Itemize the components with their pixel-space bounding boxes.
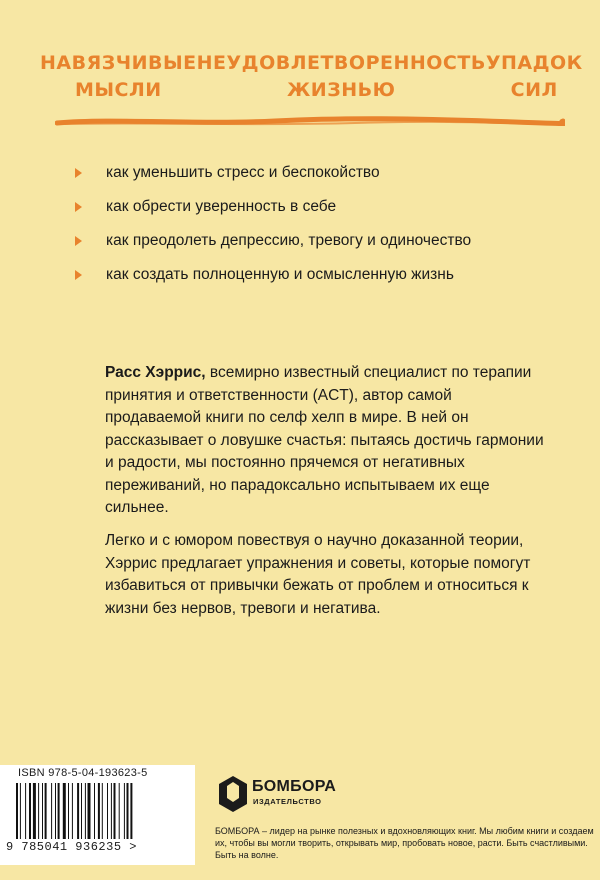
list-item: как создать полноценную и осмысленную жизнь <box>74 258 471 292</box>
barcode-icon <box>14 783 184 841</box>
list-item: как преодолеть депрессию, тревогу и одиночество <box>74 224 471 258</box>
headline-intrusive-thoughts: НАВЯЗЧИВЫЕ МЫСЛИ <box>40 52 197 101</box>
list-item: как обрести уверенность в себе <box>74 190 471 224</box>
author-bio <box>105 362 545 520</box>
publisher-about: БОМБОРА – лидер на рынке полезных и вдохновляющих книг. Мы любим книги и создаем их, чтобы вы могли творить, открывать мир, пробовать новое, расти. Быть счастливыми. Быть на волне. <box>215 826 594 860</box>
benefits-list <box>74 156 471 292</box>
author-name: Расс Хэррис, <box>105 364 206 381</box>
publisher-sub: ИЗДАТЕЛЬСТВО <box>253 797 322 806</box>
publisher-name: БОМБОРА <box>252 778 337 795</box>
triangle-bullet-icon <box>75 168 82 178</box>
description-paragraph: Легко и с юмором повествуя о научно доказанной теории, Хэррис предлагает упражнения и советы, которые помогут избавиться от привычки бежать от проблем и относиться к жизни без нервов, тревоги и негатива. <box>105 532 531 617</box>
triangle-bullet-icon <box>75 270 82 280</box>
bio-text: всемирно известный специалист по терапии принятия и ответственности (ACT), автор самой продаваемой книги по селф хелп в мире. В ней он рассказывает о ловушке счастья: пытаясь достичь гармонии и радости, мы постоянно прячемся от негативных переживаний, но парадоксально испытываем их еще сильнее. <box>105 364 544 516</box>
headline-fatigue: УПАДОК СИЛ <box>485 52 583 101</box>
brush-stroke-divider <box>55 114 565 130</box>
isbn-number: ISBN 978-5-04-193623-5 <box>18 767 148 779</box>
headline-dissatisfaction: НЕУДОВЛЕТВОРЕННОСТЬ ЖИЗНЬЮ <box>196 52 486 101</box>
triangle-bullet-icon <box>75 202 82 212</box>
list-item: как уменьшить стресс и беспокойство <box>74 156 471 190</box>
headlines <box>40 50 583 104</box>
barcode-digits: 9 785041 936235 > <box>6 840 137 854</box>
triangle-bullet-icon <box>75 236 82 246</box>
